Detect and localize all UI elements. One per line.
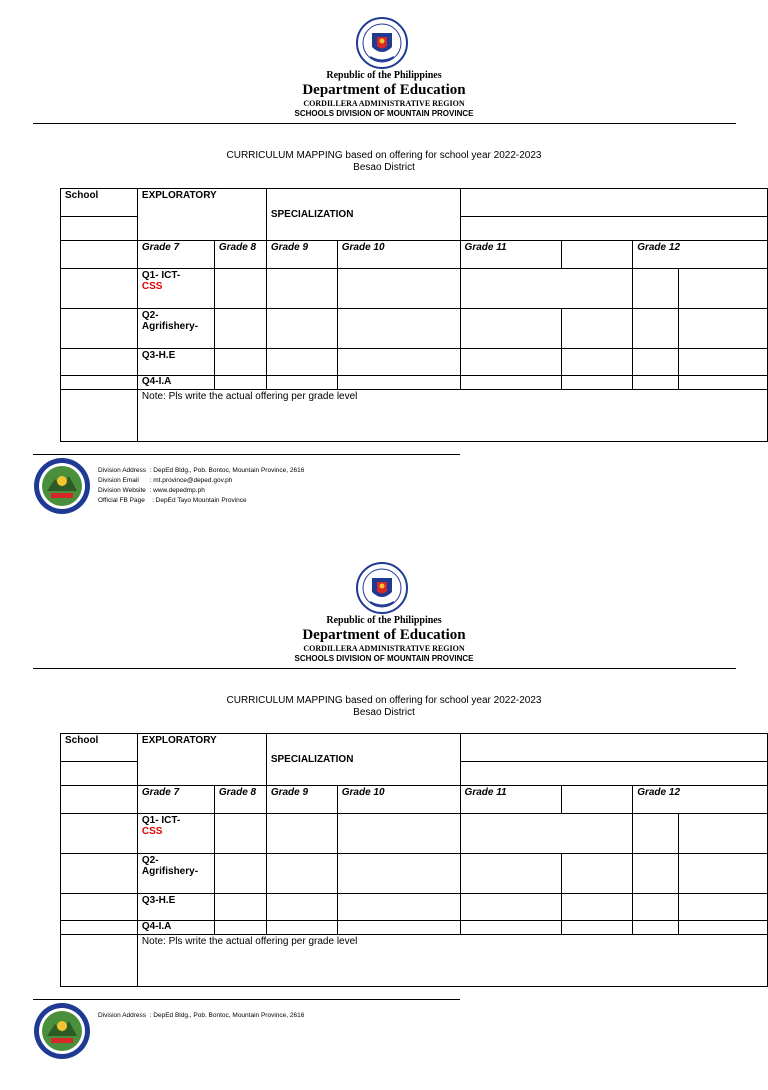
grade-7-header: Grade 7 xyxy=(137,786,214,814)
deped-seal-icon xyxy=(356,17,408,69)
q1-cell xyxy=(137,814,214,854)
table-cell xyxy=(61,349,138,376)
table-cell xyxy=(460,762,767,786)
table-cell xyxy=(633,349,679,376)
official-fb-page: Official FB Page : DepEd Tayo Mountain Province xyxy=(98,497,247,504)
q2-sub-label: Agrifishery- xyxy=(141,866,199,877)
q4-label: Q4-I.A xyxy=(137,921,214,935)
table-cell xyxy=(460,189,767,217)
table-cell xyxy=(633,854,679,894)
region-line: CORDILLERA ADMINISTRATIVE REGION xyxy=(303,644,465,653)
table-cell xyxy=(460,894,562,921)
footer-divider xyxy=(33,454,460,455)
table-cell xyxy=(337,921,460,935)
grade-7-header: Grade 7 xyxy=(137,241,214,269)
table-cell xyxy=(679,376,768,390)
exploratory-header: EXPLORATORY xyxy=(137,734,266,786)
document-title: CURRICULUM MAPPING based on offering for school year 2022-2023 xyxy=(226,695,542,706)
table-cell xyxy=(460,349,562,376)
division-email: Division Email : mt.province@deped.gov.ph xyxy=(98,477,233,484)
table-cell xyxy=(61,269,138,309)
division-logo-icon xyxy=(33,457,91,515)
table-cell xyxy=(337,814,460,854)
exploratory-header: EXPLORATORY xyxy=(137,189,266,241)
table-cell xyxy=(460,814,633,854)
table-cell xyxy=(337,269,460,309)
table-cell xyxy=(214,309,266,349)
table-cell xyxy=(633,376,679,390)
table-cell xyxy=(679,854,768,894)
document-title: CURRICULUM MAPPING based on offering for school year 2022-2023 xyxy=(226,150,542,161)
table-cell xyxy=(61,217,138,241)
table-cell xyxy=(266,309,337,349)
grade-9-header: Grade 9 xyxy=(266,786,337,814)
q1-label: Q1- ICT- xyxy=(141,815,181,826)
table-cell xyxy=(214,814,266,854)
division-address: Division Address : DepEd Bldg., Pob. Bontoc, Mountain Province, 2616 xyxy=(98,467,305,474)
table-cell xyxy=(337,349,460,376)
department-title: Department of Education xyxy=(302,82,466,98)
grade-12-header: Grade 12 xyxy=(633,786,768,814)
table-cell xyxy=(679,814,768,854)
table-cell xyxy=(61,854,138,894)
table-cell xyxy=(61,241,138,269)
table-cell xyxy=(460,734,767,762)
table-cell xyxy=(562,309,633,349)
specialization-header: SPECIALIZATION xyxy=(266,189,460,241)
table-cell xyxy=(337,854,460,894)
table-cell xyxy=(266,376,337,390)
table-cell xyxy=(214,376,266,390)
q2-label: Q2- xyxy=(141,855,159,866)
table-cell xyxy=(633,309,679,349)
deped-seal-icon xyxy=(356,562,408,614)
q1-label: Q1- ICT- xyxy=(141,270,181,281)
table-cell xyxy=(679,309,768,349)
division-address: Division Address : DepEd Bldg., Pob. Bontoc, Mountain Province, 2616 xyxy=(98,1012,305,1019)
grade-9-header: Grade 9 xyxy=(266,241,337,269)
table-cell xyxy=(266,894,337,921)
table-cell xyxy=(679,894,768,921)
table-cell xyxy=(562,854,633,894)
q2-cell xyxy=(137,854,214,894)
table-cell xyxy=(337,309,460,349)
table-cell xyxy=(214,349,266,376)
header-divider xyxy=(33,123,736,124)
q1-cell xyxy=(137,269,214,309)
table-cell xyxy=(460,854,562,894)
division-contact-info xyxy=(98,466,304,506)
region-line: CORDILLERA ADMINISTRATIVE REGION xyxy=(303,99,465,108)
table-cell xyxy=(266,814,337,854)
header-divider xyxy=(33,668,736,669)
note-text: Note: Pls write the actual offering per grade level xyxy=(137,390,767,442)
table-cell xyxy=(214,921,266,935)
q2-cell xyxy=(137,309,214,349)
republic-line: Republic of the Philippines xyxy=(326,615,442,626)
q3-label: Q3-H.E xyxy=(137,894,214,921)
school-header: School xyxy=(61,734,138,762)
table-cell xyxy=(460,376,562,390)
table-cell xyxy=(562,786,633,814)
q2-label: Q2- xyxy=(141,310,159,321)
table-cell xyxy=(61,762,138,786)
table-cell xyxy=(460,921,562,935)
table-cell xyxy=(266,349,337,376)
grade-11-header: Grade 11 xyxy=(460,786,562,814)
table-cell xyxy=(633,269,679,309)
division-contact-info xyxy=(98,1011,304,1021)
table-cell xyxy=(214,269,266,309)
republic-line: Republic of the Philippines xyxy=(326,70,442,81)
table-cell xyxy=(562,894,633,921)
table-cell xyxy=(562,241,633,269)
department-title: Department of Education xyxy=(302,627,466,643)
curriculum-table xyxy=(60,733,768,987)
specialization-header: SPECIALIZATION xyxy=(266,734,460,786)
table-cell xyxy=(562,376,633,390)
grade-11-header: Grade 11 xyxy=(460,241,562,269)
note-text: Note: Pls write the actual offering per grade level xyxy=(137,935,767,987)
table-cell xyxy=(460,309,562,349)
table-cell xyxy=(679,349,768,376)
table-cell xyxy=(214,894,266,921)
q1-sub-label: CSS xyxy=(141,826,163,837)
q3-label: Q3-H.E xyxy=(137,349,214,376)
q1-sub-label: CSS xyxy=(141,281,163,292)
district-subtitle: Besao District xyxy=(353,707,415,718)
grade-8-header: Grade 8 xyxy=(214,786,266,814)
district-subtitle: Besao District xyxy=(353,162,415,173)
table-cell xyxy=(633,814,679,854)
table-cell xyxy=(562,349,633,376)
q2-sub-label: Agrifishery- xyxy=(141,321,199,332)
division-line: SCHOOLS DIVISION OF MOUNTAIN PROVINCE xyxy=(294,109,474,118)
document-page-2 xyxy=(0,545,768,1090)
table-cell xyxy=(562,921,633,935)
grade-8-header: Grade 8 xyxy=(214,241,266,269)
division-logo-icon xyxy=(33,1002,91,1060)
table-cell xyxy=(460,269,633,309)
table-cell xyxy=(679,269,768,309)
table-cell xyxy=(266,854,337,894)
grade-10-header: Grade 10 xyxy=(337,241,460,269)
table-cell xyxy=(633,921,679,935)
table-cell xyxy=(61,786,138,814)
table-cell xyxy=(61,390,138,442)
table-cell xyxy=(460,217,767,241)
table-cell xyxy=(337,894,460,921)
curriculum-table xyxy=(60,188,768,442)
table-cell xyxy=(679,921,768,935)
table-cell xyxy=(61,921,138,935)
footer-divider xyxy=(33,999,460,1000)
table-cell xyxy=(61,376,138,390)
table-cell xyxy=(633,894,679,921)
school-header: School xyxy=(61,189,138,217)
grade-10-header: Grade 10 xyxy=(337,786,460,814)
table-cell xyxy=(61,814,138,854)
table-cell xyxy=(266,269,337,309)
table-cell xyxy=(214,854,266,894)
q4-label: Q4-I.A xyxy=(137,376,214,390)
table-cell xyxy=(61,309,138,349)
grade-12-header: Grade 12 xyxy=(633,241,768,269)
division-line: SCHOOLS DIVISION OF MOUNTAIN PROVINCE xyxy=(294,654,474,663)
table-cell xyxy=(61,894,138,921)
table-cell xyxy=(266,921,337,935)
division-website: Division Website : www.depedmp.ph xyxy=(98,487,205,494)
table-cell xyxy=(61,935,138,987)
table-cell xyxy=(337,376,460,390)
